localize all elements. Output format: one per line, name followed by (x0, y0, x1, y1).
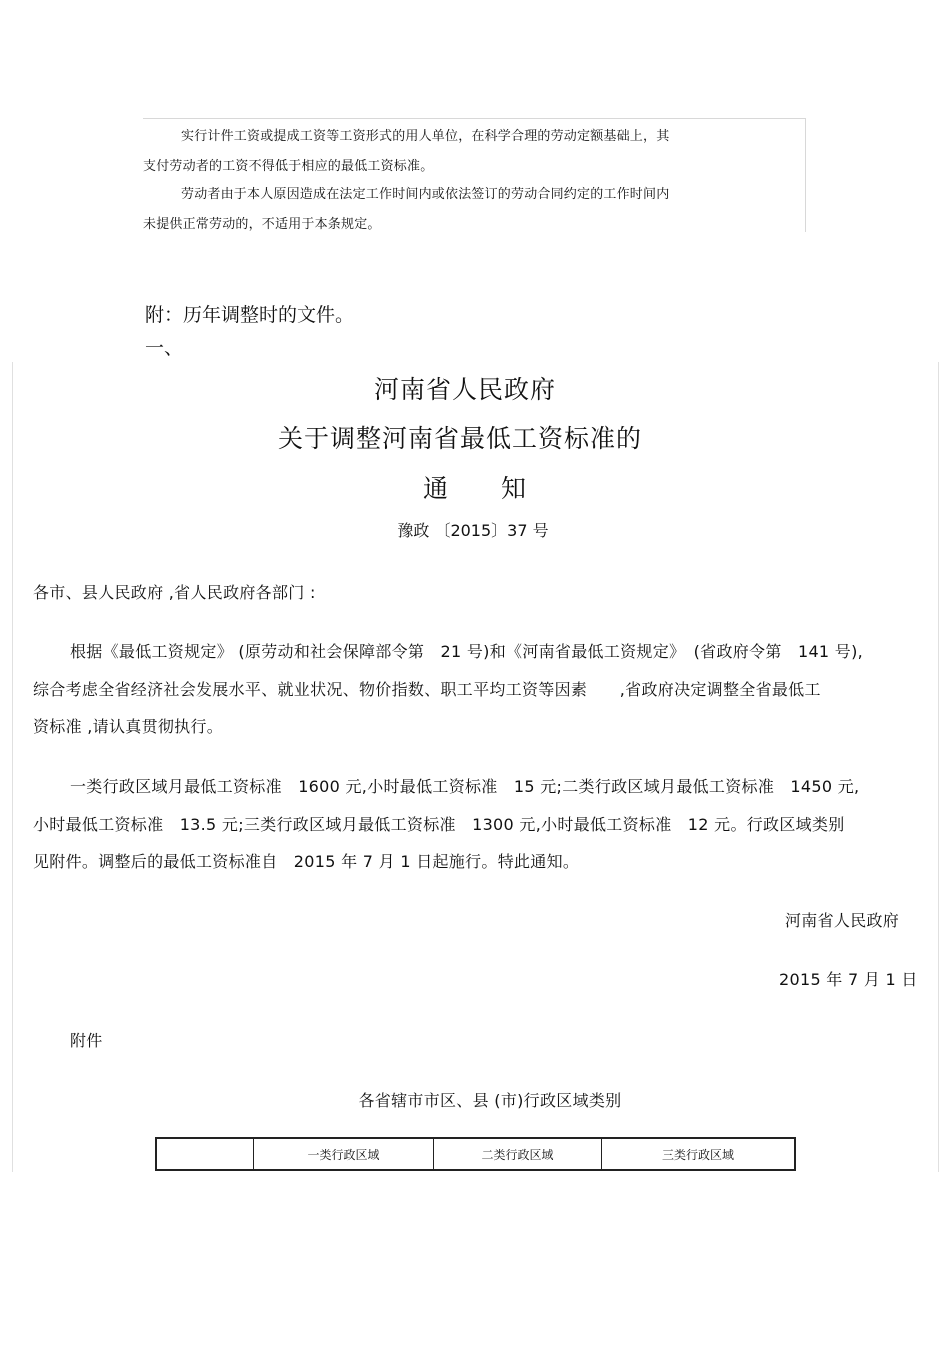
notice-title: 关于调整河南省最低工资标准的 (277, 424, 642, 453)
para2-line1: 一类行政区域月最低工资标准 1600 元,小时最低工资标准 15 元;二类行政区域月最低工资标准 1450 元, (70, 777, 860, 796)
notice-issuer: 河南省人民政府 (373, 375, 556, 404)
excerpt-line-1: 实行计件工资或提成工资等工资形式的用人单位，在科学合理的劳动定额基础上，其 (181, 129, 670, 144)
excerpt-line-3: 劳动者由于本人原因造成在法定工作时间内或依法签订的劳动合同约定的工作时间内 (181, 187, 670, 202)
attachment-title: 各省辖市市区、县 (市)行政区域类别 (358, 1091, 622, 1110)
excerpt-line-4: 未提供正常劳动的，不适用于本条规定。 (143, 217, 381, 232)
para1-line2: 综合考虑全省经济社会发展水平、就业状况、物价指数、职工平均工资等因素 ,省政府决定调整全省最低工 (33, 680, 821, 699)
notice-title-suffix: 通 知 (422, 474, 527, 503)
excerpt-line-2: 支付劳动者的工资不得低于相应的最低工资标准。 (143, 159, 434, 174)
para2-line2: 小时最低工资标准 13.5 元;三类行政区域月最低工资标准 1300 元,小时最低工资标准 12 元。行政区域类别 (33, 815, 845, 834)
table-header-category-3: 三类行政区域 (661, 1147, 734, 1162)
attachment-label: 附件 (70, 1031, 103, 1050)
salutation: 各市、县人民政府 ,省人民政府各部门 : (33, 583, 316, 602)
signature: 河南省人民政府 (785, 911, 900, 930)
doc-number: 豫政 〔2015〕37 号 (397, 521, 549, 540)
issue-date: 2015 年 7 月 1 日 (779, 970, 918, 989)
para1-line1: 根据《最低工资规定》 (原劳动和社会保障部令第 21 号)和《河南省最低工资规定》 (省政府令第 141 号), (70, 642, 864, 661)
table-header-category-1: 一类行政区域 (254, 1139, 434, 1169)
table-header-blank (157, 1139, 254, 1169)
attachment-note: 附：历年调整时的文件。 (145, 304, 355, 326)
section-number: 一、 (145, 337, 184, 359)
table-header-category-2: 二类行政区域 (434, 1139, 602, 1169)
para2-line3: 见附件。调整后的最低工资标准自 2015 年 7 月 1 日起施行。特此通知。 (33, 852, 580, 871)
region-category-table (155, 1137, 796, 1171)
excerpt-box (143, 118, 806, 232)
para1-line3: 资标准 ,请认真贯彻执行。 (33, 717, 224, 736)
